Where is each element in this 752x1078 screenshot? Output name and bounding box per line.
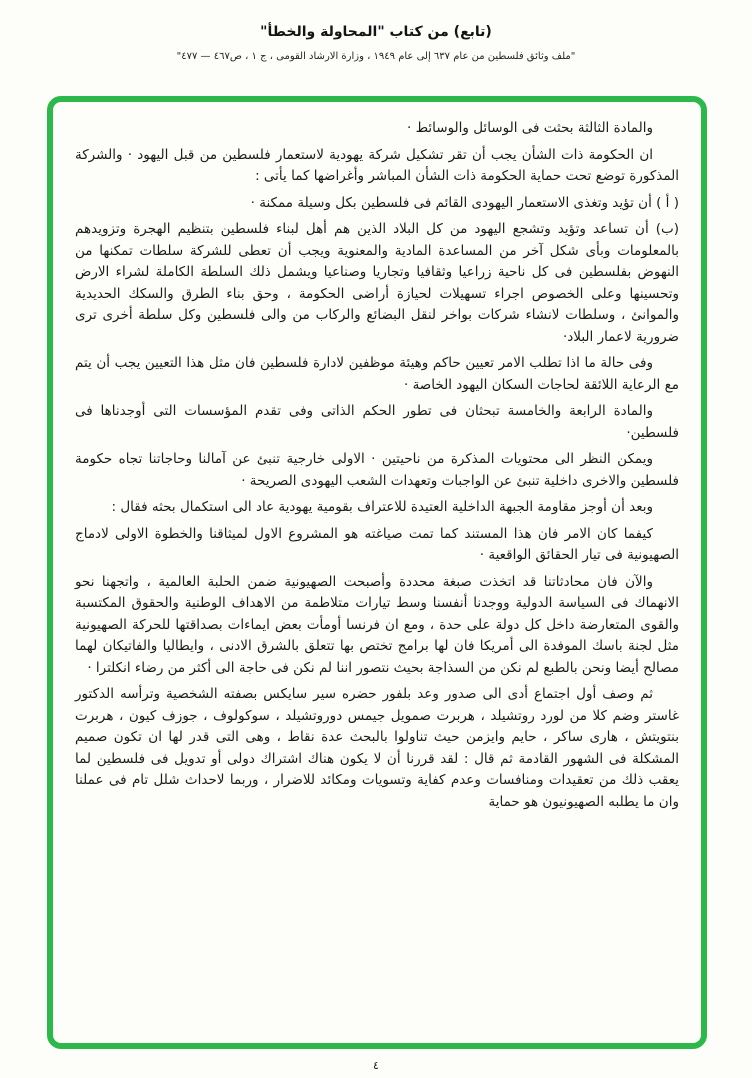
- body-paragraph: وفى حالة ما اذا تطلب الامر تعيين حاكم وهيئة موظفين لادارة فلسطين فان مثل هذا التعيين يجب أن يتم مع الرعاية اللائقة لحاجات السكان اليهود الخاصة ·: [75, 355, 679, 393]
- body-paragraph: والمادة الرابعة والخامسة تبحثان فى تطور الحكم الذاتى وفى تقدم المؤسسات التى أوجدناها فى فلسطين·: [75, 403, 679, 441]
- body-text: [75, 118, 679, 813]
- body-paragraph-item-b: (ب) أن تساعد وتؤيد وتشجع اليهود من كل البلاد الذين هم أهل لبناء فلسطين بتنظيم الهجرة وتزويدهم بالمعلومات وبأى شكل آخر من المساعدة المادية والمعنوية ويجب أن تعطى للشركة سلطات تمكنها من النهوض بفلسطين فى كل ناحية زراعيا وثقافيا وتجاريا وصناعيا ويشمل ذلك السلطة الكاملة لشراء الارض وتحسينها وعلى الخصوص اجراء تسهيلات لحيازة أراضى الحكومة ، وحق بناء الطرق والسكك الحديدية والموانئ ، وسلطات لانشاء شركات بواخر لنقل البضائع والركاب من والى فلسطين وكل سلطة أخرى ترى ضرورية لاعمار البلاد·: [75, 221, 679, 345]
- body-paragraph: والآن فان محادثاتنا قد اتخذت صبغة محددة وأصبحت الصهيونية ضمن الحلبة العالمية ، واتجهنا نحو الانهماك فى السياسة الدولية ووجدنا أنفسنا وسط تيارات متلاطمة من الاهداف الوطنية والحقوق المكتسبة والقوى المتعارضة داخل كل دولة على حدة ، ومع ان فرنسا أومأت بعض ايماءات بصداقتها للحركة الصهيونية مثل لجنة باسك الموفدة الى أمريكا فان لها برامج تختص بها تتعلق بالشرق الادنى ، وايطاليا والفاتيكان لهما مصالح أيضا ونحن بالطبع لم نكن من السذاجة بحيث نتصور اننا لم نكن فى حاجة الى أكثر من رضاء انكلترا ·: [75, 573, 679, 676]
- page-subtitle: "ملف وثائق فلسطين من عام ٦٣٧ إلى عام ١٩٤٩ ، وزارة الارشاد القومى ، ج ١ ، ص٤٦٧ — ٤٧٧": [176, 51, 576, 62]
- body-paragraph: ويمكن النظر الى محتويات المذكرة من ناحيتين · الاولى خارجية تنبئ عن آمالنا وحاجاتنا تجاه حكومة فلسطين والاخرى داخلية تنبئ عن الواجبات وتعهدات الشعب اليهودى الصريحة ·: [75, 451, 679, 489]
- content-frame: [47, 96, 707, 1049]
- page-header: [0, 0, 752, 62]
- body-paragraph: ثم وصف أول اجتماع أدى الى صدور وعد بلفور حضره سير سايكس بصفته الشخصية وترأسه الدكتور غاستر وضم كلا من لورد روتشيلد ، هربرت صمويل جيمس دوروتشيلد ، سوكولوف ، جوزف كيون ، هربرت بنتويتش ، هارى ساكر ، حايم وايزمن حيث تناولوا بالبحث عدة نقاط ، وهى التى قدر لها ان تكون صميم المشكلة فى الشهور القادمة ثم قال : لقد قررنا أن لا يكون هناك اشتراك دولى أو تدويل فى فلسطين لما يعقب ذلك من تعقيدات ومنافسات وعدم كفاية وتسويات ومكائد للاضرار ، وربما لاحداث شلل تام فى عملنا وان ما يطلبه الصهيونيون هو حماية: [75, 686, 679, 810]
- page-number: ٤: [373, 1059, 379, 1072]
- body-paragraph: وبعد أن أوجز مقاومة الجبهة الداخلية العتيدة للاعتراف بقومية يهودية عاد الى استكمال بحثه فقال :: [111, 499, 653, 515]
- body-paragraph: كيفما كان الامر فان هذا المستند كما تمت صياغته هو المشروع الاول لميثاقنا والخطوة الاولى لادماج الصهيونية فى تيار الحقائق الواقعية ·: [75, 525, 679, 563]
- body-paragraph: والمادة الثالثة بحثت فى الوسائل والوسائط ·: [406, 120, 653, 136]
- page-title: (تابع) من كتاب "المحاولة والخطأ": [260, 24, 492, 40]
- body-paragraph-item-a: ( أ ) أن تؤيد وتغذى الاستعمار اليهودى القائم فى فلسطين بكل وسيلة ممكنة ·: [250, 194, 679, 211]
- body-paragraph: ان الحكومة ذات الشأن يجب أن تقر تشكيل شركة يهودية لاستعمار فلسطين من قبل اليهود · والشركة المذكورة توضع تحت حماية الحكومة ذات الشأن المباشر وأغراضها كما يأتى :: [75, 146, 679, 184]
